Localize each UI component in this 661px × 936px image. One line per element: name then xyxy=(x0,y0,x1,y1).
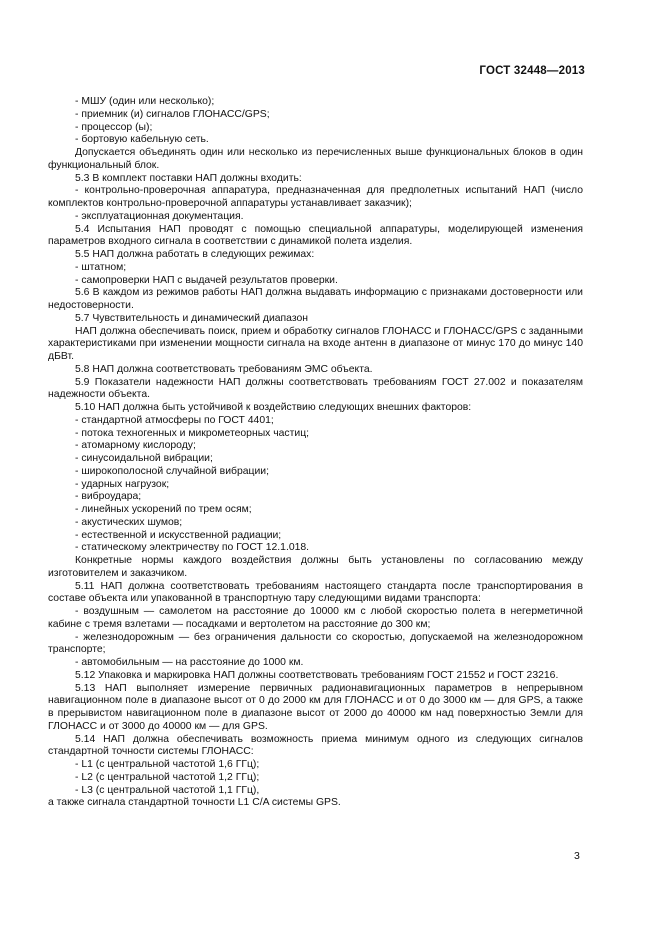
list-item: - самопроверки НАП с выдачей результатов проверки. xyxy=(75,274,338,286)
list-item: - бортовую кабельную сеть. xyxy=(75,134,209,146)
list-item: - железнодорожным — без ограничения дальности со скоростью, допускаемой на железнодорожном транспорте; xyxy=(48,631,583,656)
paragraph: а также сигнала стандартной точности L1 C/A системы GPS. xyxy=(48,797,341,809)
paragraph: 5.8 НАП должна соответствовать требованиям ЭМС объекта. xyxy=(75,363,373,375)
paragraph: 5.14 НАП должна обеспечивать возможность приема минимум одного из следующих сигналов стандартной точности системы ГЛОНАСС: xyxy=(48,733,583,758)
document-body xyxy=(48,96,583,810)
list-item: - L2 (с центральной частотой 1,2 ГГц); xyxy=(75,771,260,783)
paragraph: 5.3 В комплект поставки НАП должны входить: xyxy=(75,172,302,184)
paragraph: 5.5 НАП должна работать в следующих режимах: xyxy=(75,249,315,260)
paragraph: Допускается объединять один или несколько из перечисленных выше функциональных блоков в один функциональный блок. xyxy=(48,147,583,171)
list-item: - статическому электричеству по ГОСТ 12.1.018. xyxy=(75,542,310,554)
list-item: - атомарному кислороду; xyxy=(75,440,196,452)
paragraph: 5.11 НАП должна соответствовать требованиям настоящего стандарта после транспортирования в составе объекта или упакованной в транспортную тару следующими видами транспорта: xyxy=(48,580,583,605)
document-header: ГОСТ 32448—2013 xyxy=(479,65,585,77)
list-item: - МШУ (один или несколько); xyxy=(75,96,215,107)
list-item: - L3 (с центральной частотой 1,1 ГГц), xyxy=(75,784,260,796)
list-item: - эксплуатационная документация. xyxy=(75,210,244,222)
list-item: - широкополосной случайной вибрации; xyxy=(75,465,269,477)
paragraph: 5.13 НАП выполняет измерение первичных радионавигационных параметров в непрерывном навигационном поле в диапазоне высот от 0 до 2000 км для ГЛОНАСС и от 0 до 3000 км — для GPS, а также в прерывистом навигационном поле в диапазоне высот от 2000 до 40000 км над поверхностью Земли для ГЛОНАСС и от 3000 до 40000 км — для GPS. xyxy=(48,682,583,732)
list-item: - процессор (ы); xyxy=(75,121,153,133)
list-item: - ударных нагрузок; xyxy=(75,478,170,490)
list-item: - воздушным — самолетом на расстояние до 10000 км с любой скоростью полета в негерметичной кабине с тремя взлетами — посадками и вертолетом на расстояние до 300 км; xyxy=(48,606,583,630)
paragraph: 5.7 Чувствительность и динамический диапазон xyxy=(75,312,309,324)
list-item: - приемник (и) сигналов ГЛОНАСС/GPS; xyxy=(75,108,270,120)
paragraph: 5.9 Показатели надежности НАП должны соответствовать требованиям ГОСТ 27.002 и показателям надежности объекта. xyxy=(48,376,583,401)
list-item: - естественной и искусственной радиации; xyxy=(75,529,282,541)
list-item: - штатном; xyxy=(75,261,127,273)
paragraph: 5.6 В каждом из режимов работы НАП должна выдавать информацию с признаками достоверности или недостоверности. xyxy=(48,287,583,311)
paragraph: Конкретные нормы каждого воздействия должны быть установлены по согласованию между изготовителем и заказчиком. xyxy=(48,555,583,579)
list-item: - автомобильным — на расстояние до 1000 км. xyxy=(75,657,304,668)
page-number: 3 xyxy=(574,850,580,862)
list-item: - виброудара; xyxy=(75,491,142,503)
paragraph: 5.12 Упаковка и маркировка НАП должны соответствовать требованиям ГОСТ 21552 и ГОСТ 23216. xyxy=(75,669,559,681)
paragraph: 5.4 Испытания НАП проводят с помощью специальной аппаратуры, моделирующей изменения параметров входного сигнала в соответствии с динамикой полета изделия. xyxy=(48,223,583,248)
list-item: - линейных ускорений по трем осям; xyxy=(75,504,252,515)
paragraph: 5.10 НАП должна быть устойчивой к воздействию следующих внешних факторов: xyxy=(75,402,472,413)
list-item: - L1 (с центральной частотой 1,6 ГГц); xyxy=(75,759,260,770)
list-item: - стандартной атмосферы по ГОСТ 4401; xyxy=(75,414,274,426)
list-item: - контрольно-проверочная аппаратура, предназначенная для предполетных испытаний НАП (число комплектов контрольно-проверочной аппаратуры устанавливает заказчик); xyxy=(48,185,583,209)
list-item: - потока техногенных и микрометеорных частиц; xyxy=(75,427,310,439)
list-item: - акустических шумов; xyxy=(75,516,183,528)
list-item: - синусоидальной вибрации; xyxy=(75,453,213,464)
paragraph: НАП должна обеспечивать поиск, прием и обработку сигналов ГЛОНАСС и ГЛОНАСС/GPS с заданными характеристиками при изменении мощности сигнала на входе антенн в диапазоне от минус 170 до минус 140 дБВт. xyxy=(48,325,583,362)
